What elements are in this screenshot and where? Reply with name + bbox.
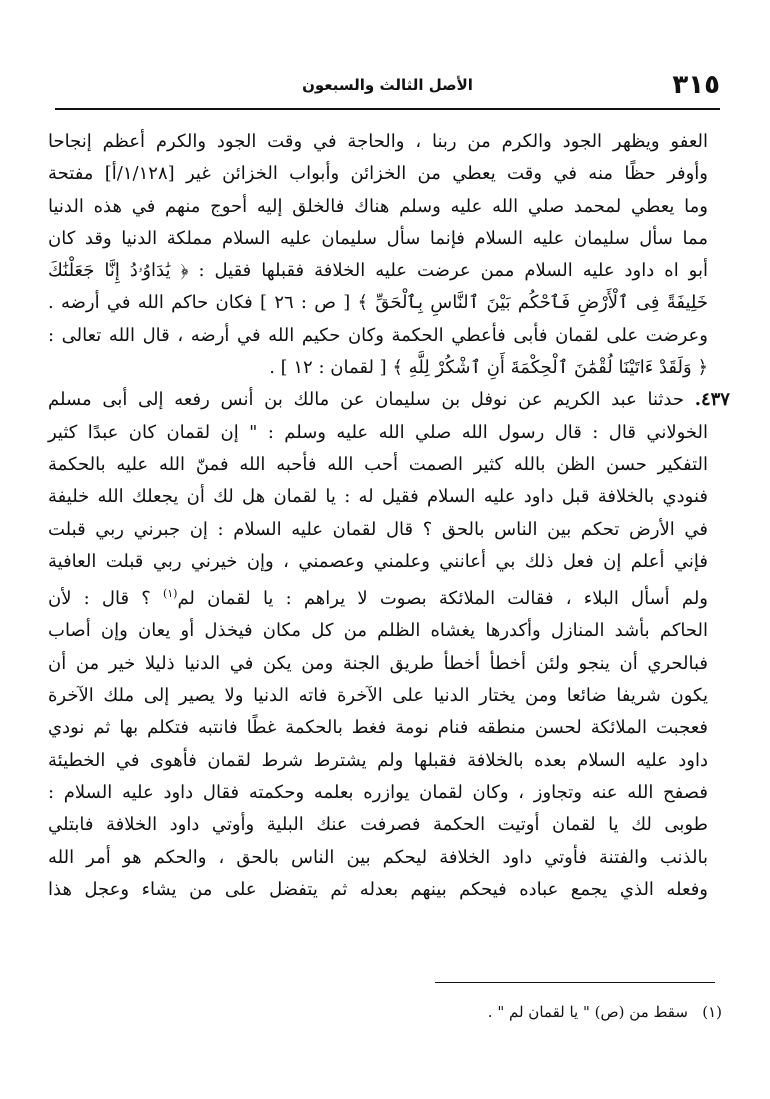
footnote-reference[interactable]: (١) xyxy=(162,587,178,601)
page-number: ٣١٥ xyxy=(672,70,720,100)
text-segment: ؟ قال : لأن xyxy=(48,588,151,610)
text-line: طوبى لك يا لقمان أوتيت الحكمة فصرفت عنك البلية وأوتي داود الخلافة فابتلي xyxy=(48,814,708,836)
text-line: يكون شريفا ضائعا ومن يختار الدنيا على الآخرة فاته الدنيا ولا يصير إلى ملك الآخرة xyxy=(48,685,708,707)
text-line xyxy=(48,384,730,416)
footnote-text: سقط من (ص) " يا لقمان لم " . xyxy=(487,1003,688,1021)
text-line: وما يعطي لمحمد صلي الله عليه وسلم هناك فالخلق إليه أحوج منهم في هذه الدنيا xyxy=(48,195,708,217)
footnote-marker: (١) xyxy=(702,1003,722,1021)
paragraph-1 xyxy=(48,126,708,384)
text-line: في الأرض تحكم بين الناس بالحق ؟ قال لقمان عليه السلام : إن جبرني ربي قبلت xyxy=(48,518,708,540)
text-segment: حدثنا عبد الكريم عن نوفل بن سليمان عن مالك بن أنس رفعه إلى أبى مسلم xyxy=(48,389,684,411)
text-line: وأوفر حظًا منه في وقت يعطي من الخزائن وأبواب الخزائن غير [١/١٢٨/أ] مفتحة xyxy=(48,163,708,185)
text-line: ﴿ وَلَقَدْ ءَاتَيْنَا لُقْمَٰنَ ٱلْحِكْمَةَ أَنِ ٱشْكُرْ لِلَّهِ ﴾ [ لقمان : ١٢ ] . xyxy=(269,357,708,379)
text-line: داود عليه السلام بعده بالخلافة فقبلها ولم يشترط شرط لقمان فأهوى في الخطيئة xyxy=(48,749,708,771)
paragraph-2 xyxy=(48,384,730,416)
page-header xyxy=(55,70,720,104)
text-line: فصفح الله عنه وتجاوز ، وكان لقمان يوازره بعلمه وحكمته فقال داود عليه السلام : xyxy=(48,781,708,803)
text-line: التفكير حسن الظن بالله كثير الصمت أحب الله فأحبه الله فمنّ الله عليه بالحكمة xyxy=(48,453,708,475)
text-line: أبو اه داود عليه السلام ممن عرضت عليه الخلافة فقبلها فقيل : ﴿ يَٰدَاوُۥدُ إِنَّا جَعَلْنَٰكَ xyxy=(48,260,708,282)
text-line: فإني أعلم إن فعل ذلك بي أعانني وعلمني وعصمني ، وإن خيرني ربي قبلت العافية xyxy=(48,550,708,572)
text-line: مما سأل سليمان عليه السلام فإنما سأل سليمان عليه السلام مملكة الدنيا وقد كان xyxy=(48,227,708,249)
text-line: فعجبت الملائكة لحسن منطقه فنام نومة فغط بالحكمة غطًا فانتبه فتكلم بها ثم نودي xyxy=(48,717,708,739)
text-line: خَلِيفَةً فِى ٱلْأَرْضِ فَٱحْكُم بَيْنَ ٱلنَّاسِ بِٱلْحَقِّ ﴾ [ ص : ٢٦ ] فكان حاكم الله في أرضه . xyxy=(48,292,708,314)
footnote-rule xyxy=(435,982,715,983)
body-text xyxy=(48,126,730,906)
running-title: الأصل الثالث والسبعون xyxy=(302,76,473,94)
footnote xyxy=(100,1002,722,1022)
header-rule xyxy=(55,108,720,110)
text-line: الحاكم بأشد المنازل وأكدرها يغشاه الظلم من كل مكان فيخذل أو يعان وإن أصاب xyxy=(48,620,708,642)
paragraph-2-body xyxy=(48,417,708,906)
text-line: فبالحري أن ينجو ولئن أخطأ أخطأ طريق الجنة ومن يكن في الدنيا ذليلا خير من أن xyxy=(48,652,708,674)
text-segment: ولم أسأل البلاء ، فقالت الملائكة بصوت لا يراهم : يا لقمان لم xyxy=(177,588,708,610)
text-line xyxy=(48,578,708,615)
text-line: وفعله الذي يجمع عباده فيحكم بينهم بعدله ثم يتفضل على من يشاء وعجل هذا xyxy=(48,878,708,900)
text-line: الخولاني قال : قال رسول الله صلي الله عليه وسلم : " إن لقمان كان عبدًا كثير xyxy=(48,421,708,443)
text-line: العفو ويظهر الجود والكرم من ربنا ، والحاجة في وقت الجود والكرم أعظم إنجاحا xyxy=(48,131,708,152)
text-line: بالذنب والفتنة فأوتي داود الخلافة ليحكم بين الناس بالحق ، والحكم هو أمر الله xyxy=(48,846,708,868)
hadith-number: ٤٣٧. xyxy=(694,389,730,411)
text-line: وعرضت على لقمان فأبى فأعطي الحكمة وكان حكيم الله في أرضه ، قال الله تعالى : xyxy=(48,324,708,346)
text-line: فنودي بالخلافة قبل داود عليه السلام فقيل له : يا لقمان هل لك أن يجعلك الله خليفة xyxy=(48,486,708,508)
